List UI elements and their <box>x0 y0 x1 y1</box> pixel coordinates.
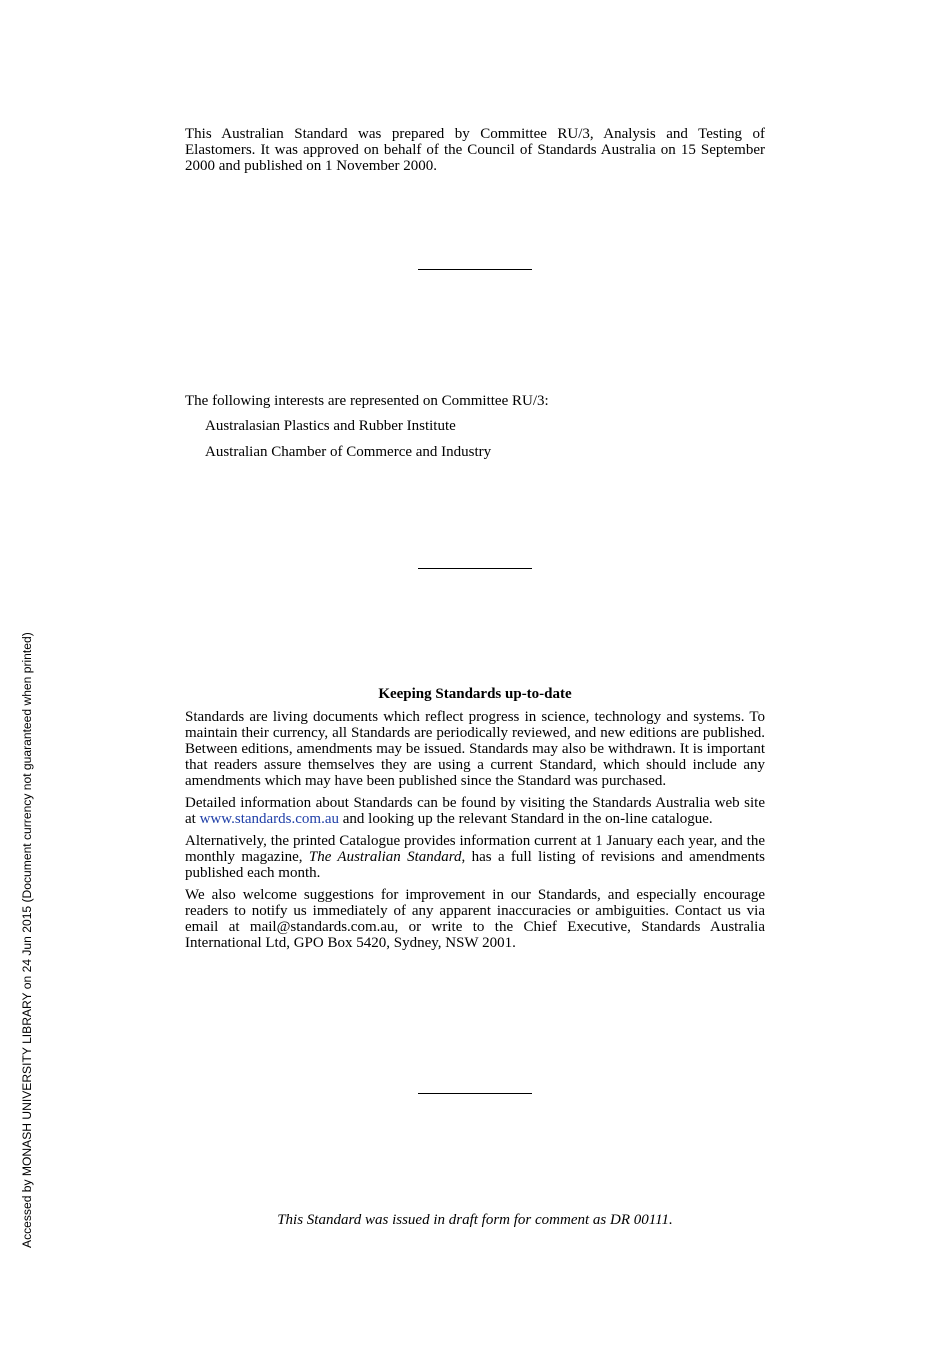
paragraph-web-site <box>185 795 765 827</box>
section-heading: Keeping Standards up-to-date <box>378 686 572 702</box>
interests-lead: The following interests are represented on Committee RU/3: <box>185 393 549 409</box>
preparation-statement <box>185 126 765 174</box>
paragraph-catalogue <box>185 833 765 881</box>
web-site-text-start: Detailed information about Standards can be found by visiting the Standards Australia web site at <box>185 795 765 827</box>
committee-interests <box>185 392 765 469</box>
access-watermark: Accessed by MONASH UNIVERSITY LIBRARY on 24 Jun 2015 (Document currency not guaranteed when printed) <box>20 632 34 1248</box>
paragraph-feedback: We also welcome suggestions for improvement in our Standards, and especially encourage readers to notify us immediately of any apparent inaccuracies or ambiguities. Contact us via email at mail@standards.com.au, or write to the Chief Executive, Standards Australia International Ltd, GPO Box 5420, Sydney, NSW 2001. <box>185 887 765 951</box>
magazine-title: The Australian Standard <box>308 849 462 865</box>
catalogue-text-start: Alternatively, the printed Catalogue provides information current at 1 January each year, and the monthly magazine, <box>185 833 765 865</box>
draft-issue-note: This Standard was issued in draft form for comment as DR 00111. <box>277 1212 673 1228</box>
preparation-text: This Australian Standard was prepared by Committee RU/3, Analysis and Testing of Elastomers. It was approved on behalf of the Council of Standards Australia on 15 September 2000 and published on 1 November 2000. <box>185 126 765 174</box>
section-divider <box>418 1093 532 1094</box>
interest-item: Australian Chamber of Commerce and Industry <box>205 444 492 460</box>
keeping-standards-section <box>185 686 765 957</box>
web-site-text-end: and looking up the relevant Standard in the on-line catalogue. <box>339 811 713 827</box>
interest-item: Australasian Plastics and Rubber Institute <box>205 418 456 434</box>
paragraph-living-documents: Standards are living documents which reflect progress in science, technology and systems. To maintain their currency, all Standards are periodically reviewed, and new editions are published. Between editions, amendments may be issued. Standards may also be withdrawn. It is important that readers assure themselves they are using a current Standard, which should include any amendments which may have been published since the Standard was purchased. <box>185 709 765 789</box>
standards-website-link[interactable]: www.standards.com.au <box>199 811 339 827</box>
section-divider <box>418 269 532 270</box>
catalogue-text-end: , has a full listing of revisions and amendments published each month. <box>185 849 765 881</box>
section-divider <box>418 568 532 569</box>
